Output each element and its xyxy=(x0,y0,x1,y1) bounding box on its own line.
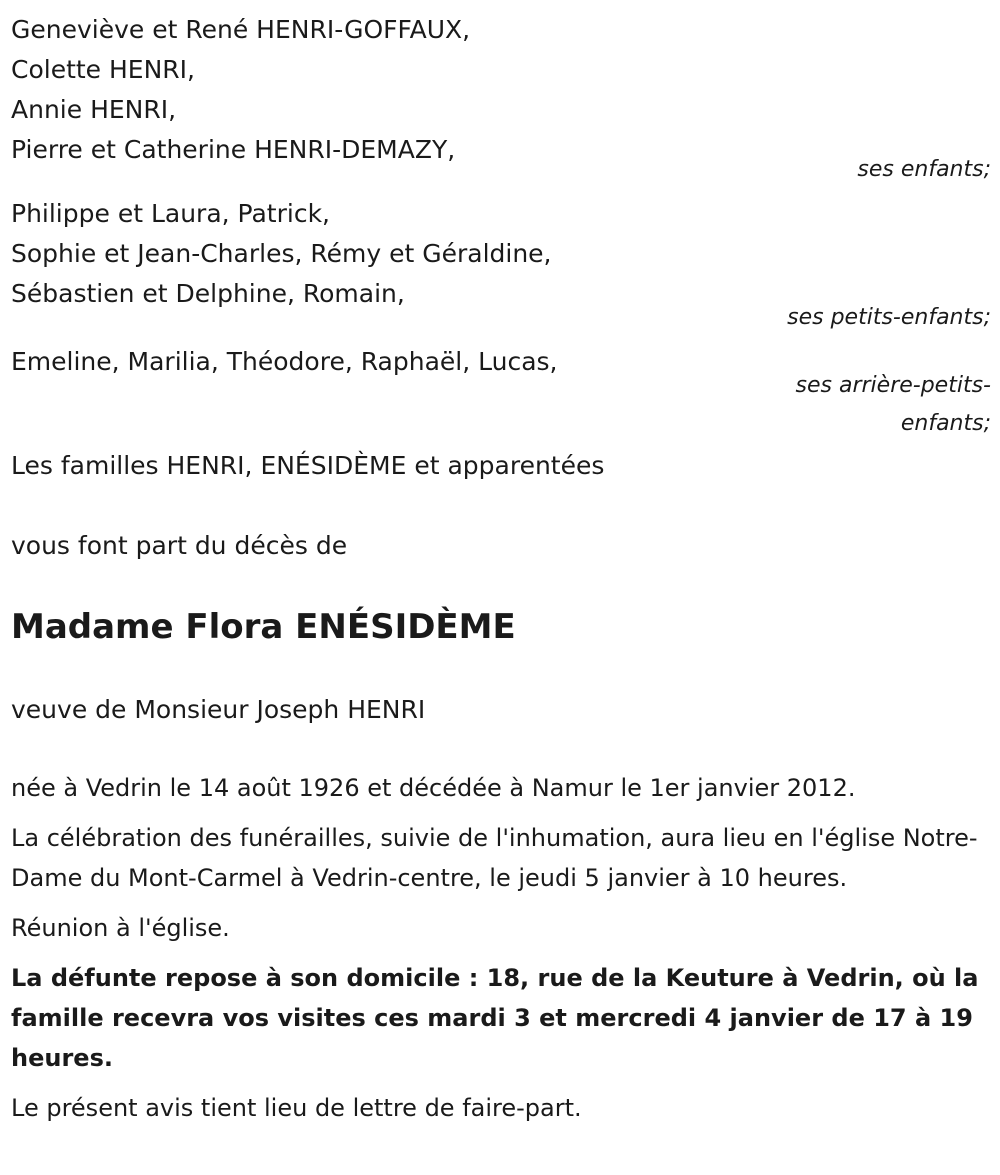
children-role: ses enfants; xyxy=(857,157,991,182)
grandchildren-line-2: Sophie et Jean-Charles, Rémy et Géraldine, xyxy=(11,239,552,268)
grandchildren-line-1: Philippe et Laura, Patrick, xyxy=(11,199,331,228)
ceremony-paragraph: La célébration des funérailles, suivie de l'inhumation, aura lieu en l'église Notre-Dame du Mont-Carmel à Vedrin-centre, le jeudi 5 janvier à 10 heures. xyxy=(11,824,978,892)
children-line-3: Annie HENRI, xyxy=(11,95,177,124)
obituary-notice xyxy=(11,10,991,1128)
great-grandchildren-section xyxy=(11,342,991,444)
grandchildren-line-3: Sébastien et Delphine, Romain, xyxy=(11,279,405,308)
announcement-line: vous font part du décès de xyxy=(11,531,348,560)
children-line-4: Pierre et Catherine HENRI-DEMAZY, xyxy=(11,135,456,164)
birth-death-paragraph: née à Vedrin le 14 août 1926 et décédée à Namur le 1er janvier 2012. xyxy=(11,774,856,802)
children-line-1: Geneviève et René HENRI-GOFFAUX, xyxy=(11,15,471,44)
visitation-paragraph: La défunte repose à son domicile : 18, rue de la Keuture à Vedrin, où la famille recevra vos visites ces mardi 3 et mercredi 4 janvier de 17 à 19 heures. xyxy=(11,964,979,1072)
grandchildren-role: ses petits-enfants; xyxy=(787,305,991,330)
children-section xyxy=(11,10,991,190)
grandchildren-section xyxy=(11,194,991,338)
families-line: Les familles HENRI, ENÉSIDÈME et apparentées xyxy=(11,451,605,480)
great-grandchildren-role-1: ses arrière-petits- xyxy=(795,373,991,398)
notice-paragraph: Le présent avis tient lieu de lettre de faire-part. xyxy=(11,1094,582,1122)
children-line-2: Colette HENRI, xyxy=(11,55,195,84)
great-grandchildren-role-2: enfants; xyxy=(900,411,991,436)
meeting-paragraph: Réunion à l'église. xyxy=(11,914,230,942)
great-grandchildren-line-1: Emeline, Marilia, Théodore, Raphaël, Lucas, xyxy=(11,347,558,376)
deceased-name: Madame Flora ENÉSIDÈME xyxy=(11,607,516,647)
widow-of-line: veuve de Monsieur Joseph HENRI xyxy=(11,695,426,724)
